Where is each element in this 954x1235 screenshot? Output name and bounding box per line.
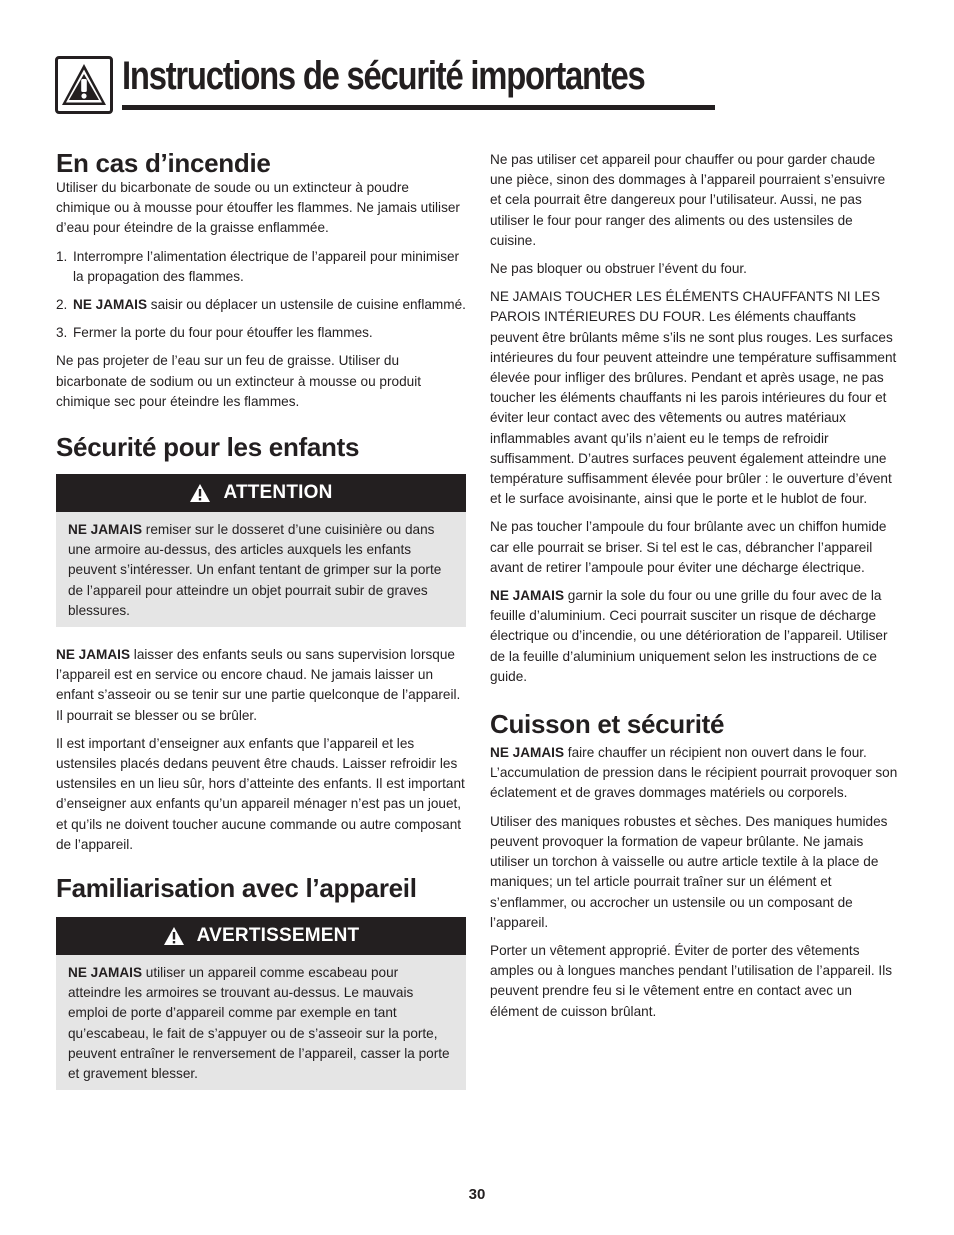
notice-bold: NE JAMAIS xyxy=(68,965,143,981)
step-bold: NE JAMAIS xyxy=(73,297,148,313)
warning-triangle-icon xyxy=(163,926,185,946)
page-header xyxy=(55,52,715,116)
notice-bold: NE JAMAIS xyxy=(68,522,143,538)
right-paragraph-1: Ne pas utiliser cet appareil pour chauffer ou pour garder chaude une pièce, sinon des dommages à l’appareil pourraient s’ensuivre et cela pourrait être dangereux pour l’utilisateur. Aussi, ne pas utiliser le four pour ranger des aliments ou des ustensiles de cuisine. xyxy=(490,152,886,248)
appliance-heading: Familiarisation avec l’appareil xyxy=(56,873,417,904)
list-item xyxy=(56,323,466,343)
page-title: Instructions de sécurité importantes xyxy=(122,54,645,98)
list-item xyxy=(56,295,466,315)
right-paragraph-5 xyxy=(490,586,900,687)
notice-text xyxy=(68,963,454,1084)
notice-body-text: remiser sur le dosseret d’une cuisinière ou dans une armoire au-dessus, des articles auxquels les enfants peuvent s’intéresser. Un enfant tentant de grimper sur la porte de l’appareil pour atteindre un objet pourrait subir de graves blessures. xyxy=(68,522,442,618)
step-number: 2. xyxy=(56,297,68,313)
cooking-paragraph-1 xyxy=(490,743,900,804)
children-paragraph-1 xyxy=(56,645,466,726)
page-number: 30 xyxy=(468,1186,486,1203)
notice-header xyxy=(56,917,466,955)
cooking-paragraph-2: Utiliser des maniques robustes et sèches. Des maniques humides peuvent provoquer la formation de vapeur brûlante. Ne jamais utiliser un torchon à vaisselle ou autre article textile à la place de maniques; un tel article pourrait traîner sur un élément et s’enflammer, ou accrocher un ustensile ou un composant de l’appareil. xyxy=(490,813,888,930)
warning-icon xyxy=(55,56,113,114)
notice-text xyxy=(68,520,454,621)
step-text: Interrompre l’alimentation électrique de l’appareil pour minimiser la propagation des flammes. xyxy=(73,248,460,284)
right-paragraph-3: NE JAMAIS TOUCHER LES ÉLÉMENTS CHAUFFANTS NI LES PAROIS INTÉRIEURES DU FOUR. Les éléments chauffants peuvent être brûlants même s’ils ne sont plus rouges. Les surfaces intérieures du four peuvent atteindre une température suffisamment élevée pour infliger des brûlures. Pendant et après usage, ne pas toucher les éléments chauffants ni les parois intérieures du four et éviter leur contact avec des vêtements ou autres matériaux inflammables avant qu’ils n’aient eu le temps de refroidir suffisamment. D’autres surfaces peuvent également atteindre une température suffisamment élevée pour brûler : le ouverture d’évent et le surface avoisinante, ainsi que le porte et le hublot de four. xyxy=(490,289,897,507)
appliance-section xyxy=(56,873,466,1090)
right-column xyxy=(490,150,900,1030)
step-number: 1. xyxy=(56,248,68,264)
cooking-paragraph-3: Porter un vêtement approprié. Éviter de porter des vêtements amples ou à longues manches pendant l’utilisation de l’appareil. Ils peuvent prendre feu si le vêtement entre en contact avec un élément de cuisson brûlant. xyxy=(490,942,893,1019)
paragraph-bold: NE JAMAIS xyxy=(490,745,565,761)
left-column xyxy=(56,140,466,1108)
fire-steps xyxy=(56,247,466,344)
attention-notice xyxy=(56,474,466,627)
children-paragraph-2: Il est important d’enseigner aux enfants que l’appareil et les ustensiles placés dedans peuvent être chauds. Laisser refroidir les ustensiles en un lieu sûr, hors d’atteinte des enfants. Il est important d’enseigner aux enfants qu’un appareil ménager n’est pas un jouet, et qu’ils ne doivent toucher aucune commande ou autre composant de l’appareil. xyxy=(56,735,465,852)
paragraph-text: faire chauffer un récipient non ouvert dans le four. L’accumulation de pression dans le récipient pourrait provoquer son éclatement et de graves dommages matériels ou corporels. xyxy=(490,745,898,801)
paragraph-text: garnir la sole du four ou une grille du four avec de la feuille d’aluminium. Ceci pourrait susciter un risque de décharge électrique ou d’incendie, ou une détérioration de l’appareil. Utiliser de la feuille d’aluminium uniquement selon les instructions de ce guide. xyxy=(490,588,888,684)
step-number: 3. xyxy=(56,325,68,341)
fire-intro: Utiliser du bicarbonate de soude ou un extincteur à poudre chimique ou à mousse pour étouffer les flammes. Ne jamais utiliser d’eau pour éteindre de la graisse enflammée. xyxy=(56,180,460,236)
warning-notice xyxy=(56,917,466,1090)
step-text: saisir ou déplacer un ustensile de cuisine enflammé. xyxy=(147,297,466,313)
children-heading: Sécurité pour les enfants xyxy=(56,432,360,463)
children-section xyxy=(56,432,466,855)
fire-outro: Ne pas projeter de l’eau sur un feu de graisse. Utiliser du bicarbonate de sodium ou un extincteur à mousse ou produit chimique sec pour éteindre les flammes. xyxy=(56,353,421,409)
right-paragraph-2: Ne pas bloquer ou obstruer l’évent du four. xyxy=(490,261,747,277)
paragraph-bold: NE JAMAIS xyxy=(56,647,131,663)
notice-label: AVERTISSEMENT xyxy=(196,925,360,947)
notice-body xyxy=(56,512,466,627)
notice-body-text: utiliser un appareil comme escabeau pour atteindre les armoires se trouvant au-dessus. Le mauvais emploi de porte d’appareil comme par exemple en tant qu’escabeau, le fait de s’appuyer ou de s’asseoir sur la porte, peuvent entraîner le renversement de l’appareil, casser la porte et gravement blesser. xyxy=(68,965,450,1082)
warning-triangle-icon xyxy=(189,483,211,503)
notice-body xyxy=(56,955,466,1090)
fire-section xyxy=(56,148,466,412)
list-item xyxy=(56,247,466,287)
step-text: Fermer la porte du four pour étouffer les flammes. xyxy=(73,325,373,341)
title-underline xyxy=(122,105,715,110)
cooking-section xyxy=(490,709,900,1022)
cooking-heading: Cuisson et sécurité xyxy=(490,709,725,740)
notice-header xyxy=(56,474,466,512)
notice-label: ATTENTION xyxy=(223,482,333,504)
right-paragraph-4: Ne pas toucher l’ampoule du four brûlante avec un chiffon humide car elle pourrait se briser. Si tel est le cas, débrancher l’appareil avant de retirer l’ampoule pour éviter une décharge électrique. xyxy=(490,519,887,575)
fire-heading: En cas d’incendie xyxy=(56,148,271,178)
paragraph-text: laisser des enfants seuls ou sans supervision lorsque l’appareil est en service ou encore chaud. Ne jamais laisser un enfant s’asseoir ou se tenir sur une partie quelconque de l’appareil. Il pourrait se blesser ou se brûler. xyxy=(56,647,461,723)
paragraph-bold: NE JAMAIS xyxy=(490,588,565,604)
